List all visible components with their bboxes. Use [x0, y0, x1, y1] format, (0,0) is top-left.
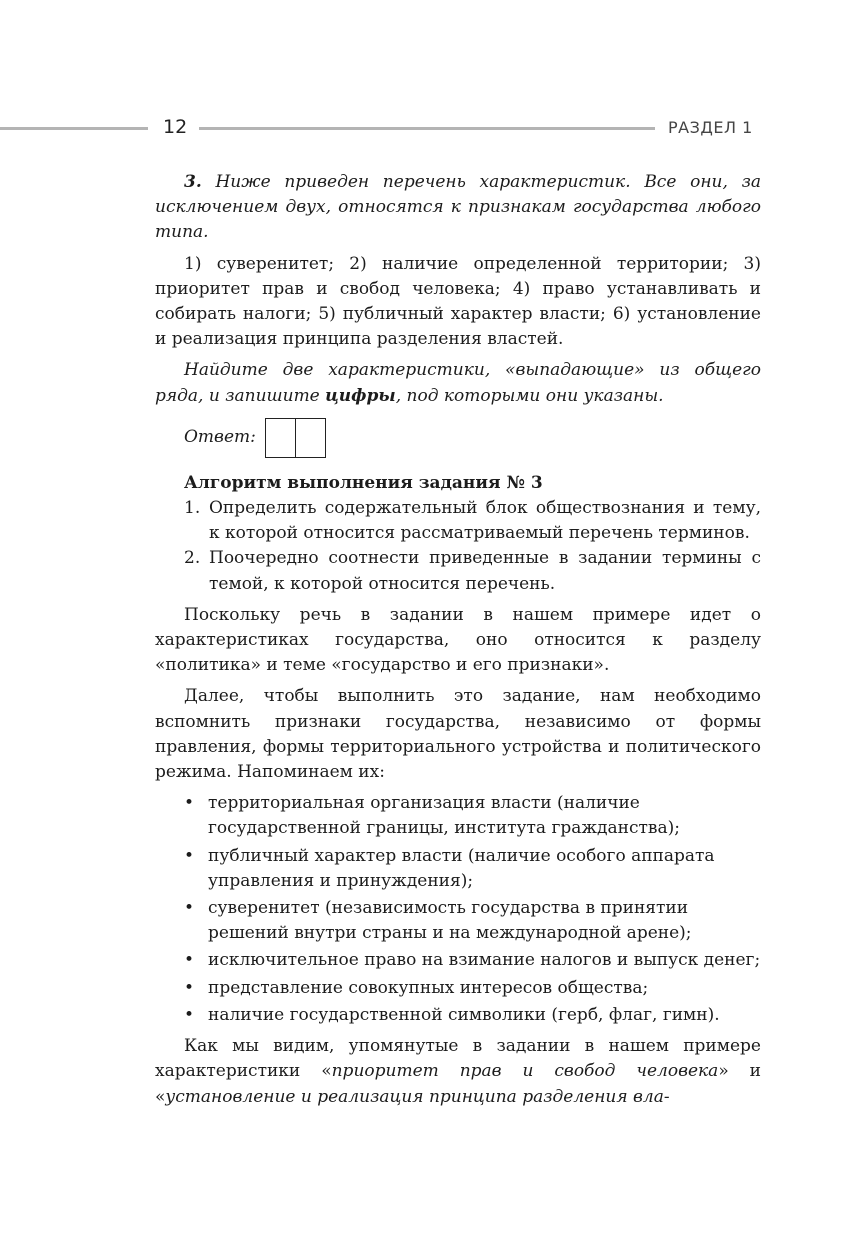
bullet-icon: •: [184, 793, 195, 814]
list-item: • представление совокупных интересов общества;: [155, 976, 761, 1001]
page-content: [155, 170, 761, 1110]
algorithm-step: 1. Определить содержательный блок обществознания и тему, к которой относится рассматриваемый перечень терминов.: [184, 498, 761, 544]
bullet-icon: •: [184, 950, 195, 971]
instruction-bold-word: цифры: [325, 385, 396, 406]
task-intro: [155, 170, 761, 246]
algorithm-title: Алгоритм выполнения задания № 3: [184, 472, 543, 493]
header-rule-left: [0, 127, 148, 130]
body-paragraph-2: Далее, чтобы выполнить это задание, нам необходимо вспомнить признаки государства, независимо от формы правления, формы территориального устройства и политического режима. Напоминаем их:: [155, 686, 761, 783]
list-item: • суверенитет (независимость государства в принятии решений внутри страны и на международной арене);: [184, 898, 692, 944]
answer-row: [184, 417, 761, 459]
list-item: • территориальная организация власти (наличие государственной границы, института гражданства);: [184, 793, 680, 839]
task-instruction: Найдите две характеристики, «выпадающие» из общего ряда, и запишите цифры, под которыми они указаны.: [155, 360, 761, 406]
algorithm-step: 2. Поочередно соотнести приведенные в задании термины с темой, к которой относится перечень.: [184, 548, 761, 594]
answer-box-1[interactable]: [266, 419, 295, 457]
task-options-list: 1) суверенитет; 2) наличие определенной территории; 3) приоритет прав и свобод человека; 4) право устанавливать и собирать налоги; 5) публичный характер власти; 6) установление и реализация принципа разделения властей.: [155, 253, 761, 350]
list-item: • исключительное право на взимание налогов и выпуск денег;: [155, 948, 761, 973]
bullet-icon: •: [184, 898, 195, 919]
answer-label: Ответ:: [184, 427, 256, 448]
state-features-list: [155, 791, 761, 1028]
answer-boxes: [265, 418, 326, 458]
conclusion-paragraph: Как мы видим, упомянутые в задании в нашем примере характеристики «приоритет прав и свобод человека» и «установление и реализация принципа разделения вла-: [155, 1036, 762, 1107]
answer-box-2[interactable]: [295, 419, 325, 457]
task-number: 3.: [184, 172, 202, 192]
page-number: 12: [163, 116, 188, 138]
body-paragraph-1: Поскольку речь в задании в нашем примере идет о характеристиках государства, оно относится к разделу «политика» и теме «государство и его признаки».: [155, 604, 761, 676]
section-title: РАЗДЕЛ 1: [668, 118, 753, 137]
bullet-icon: •: [184, 1004, 195, 1025]
bullet-icon: •: [184, 845, 195, 866]
list-item: • наличие государственной символики (герб, флаг, гимн).: [155, 1003, 761, 1028]
task-intro-text: Ниже приведен перечень характеристик. Все они, за исключением двух, относятся к признакам государства любого типа.: [155, 172, 761, 243]
header-rule-middle: [199, 127, 655, 130]
page-header: [0, 114, 845, 144]
list-item: • публичный характер власти (наличие особого аппарата управления и принуждения);: [184, 845, 715, 891]
algorithm-steps: [155, 496, 761, 597]
bullet-icon: •: [184, 977, 195, 998]
